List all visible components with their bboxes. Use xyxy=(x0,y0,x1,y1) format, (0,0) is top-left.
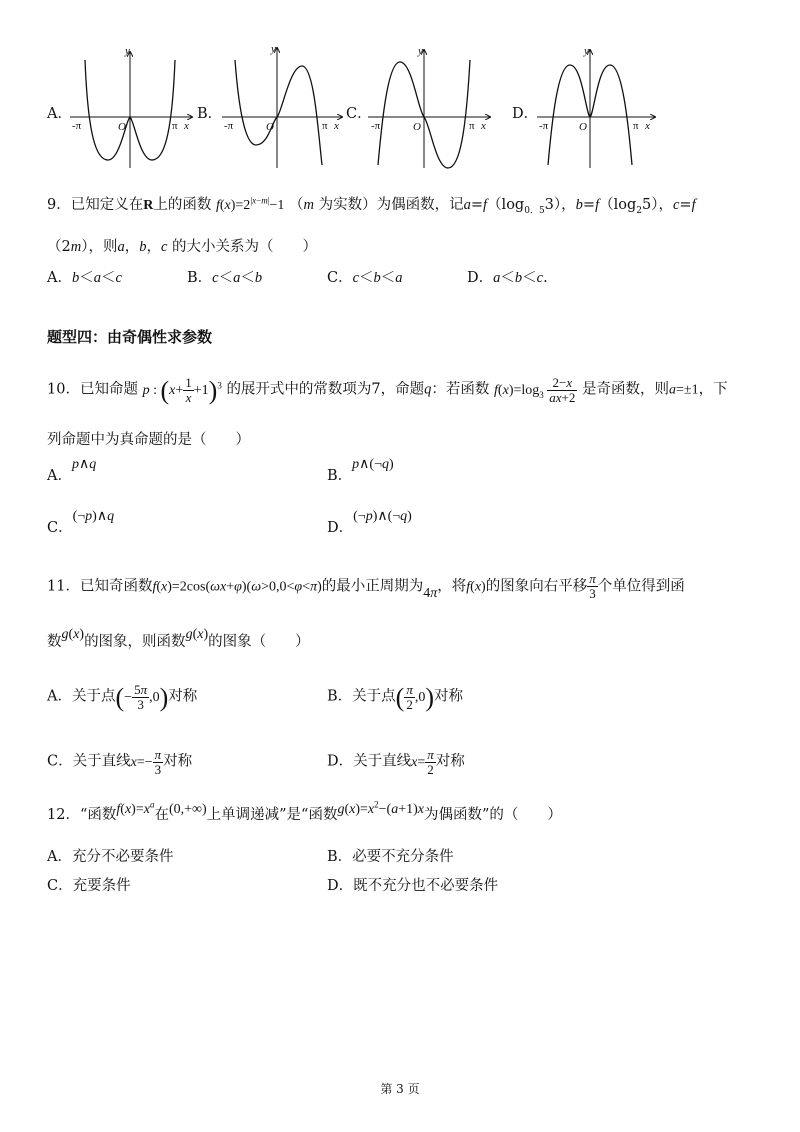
q10-line2: 列命题中为真命题的是（ ） xyxy=(47,432,250,448)
q9-line2: （2m），则a，b，c 的大小关系为（ ） xyxy=(47,239,318,255)
graph-a-x: x xyxy=(184,120,189,132)
q9-line2b: ），则 xyxy=(81,239,118,255)
q9-text5: （log xyxy=(487,197,525,213)
q10-number: 10． xyxy=(47,381,80,398)
q9-option-c: C．c＜b＜a xyxy=(327,270,403,286)
q11-number: 11． xyxy=(47,578,80,595)
graph-b-pi: π xyxy=(322,120,328,132)
q9-text6: 3）， xyxy=(544,197,576,213)
graph-b-y: y xyxy=(271,43,276,55)
q11-text4: 的图象向右平移 xyxy=(485,578,588,595)
graph-d-origin: O xyxy=(579,121,587,133)
graph-b-origin: O xyxy=(266,121,274,133)
q9-text2: 上的函数 xyxy=(153,197,212,213)
q9-text8: 5）， xyxy=(641,197,673,213)
q9-text3: （ xyxy=(289,197,304,213)
q9-number: 9． xyxy=(47,197,71,213)
q10-f-expr: $f(x)=\log_3$ $\frac{2-x}{ax+2}$ xyxy=(494,375,576,405)
q9-line2c: 的大小关系为（ ） xyxy=(172,239,318,255)
q10-text1: 已知命题 xyxy=(79,381,138,398)
graph-c-pi: π xyxy=(469,120,475,132)
q10-p-expr: p : (x+ $\frac{1}{x}$ +1)$^3$ xyxy=(142,375,222,405)
q10-option-c: C．(¬p)∧q xyxy=(47,509,115,536)
q12-option-d: D．既不充分也不必要条件 xyxy=(327,878,499,894)
graph-c xyxy=(368,50,490,168)
q11-line1: 11．已知奇函数f(x)=2cos(ωx+φ)(ω>0,0<φ<π)的最小正周期为4π，将f(x)的图象向右平移 $\frac{\pi}{3}$ 个单位得到函 xyxy=(47,571,685,601)
graph-d-pi: π xyxy=(633,120,639,132)
q9-text7: （log xyxy=(599,197,637,213)
option-c-label: C． xyxy=(346,106,372,122)
q12-option-a: A．充分不必要条件 xyxy=(47,849,174,865)
q11-text1: 已知奇函数 xyxy=(79,578,153,595)
page-footer: 第 3 页 xyxy=(380,1082,420,1096)
section-heading: 题型四：由奇偶性求参数 xyxy=(47,328,213,346)
q9-option-d: D．a＜b＜c. xyxy=(467,270,548,286)
q11-option-c: C．关于直线x=− $\frac{\pi}{3}$ 对称 xyxy=(47,747,193,777)
q9-option-a: A．b＜a＜c xyxy=(47,270,122,286)
graph-c-y: y xyxy=(418,45,423,57)
q12-option-c: C．充要条件 xyxy=(47,878,131,894)
graph-a-negpi: -π xyxy=(72,120,82,132)
q9-text4: 为实数）为偶函数，记 xyxy=(318,197,464,213)
q10-option-b: B．p∧(¬q) xyxy=(327,457,394,484)
q9-function: $f(x)=2^{|x-m|}-1$ xyxy=(215,195,285,213)
graph-b xyxy=(222,48,342,168)
q9-option-b: B．c＜a＜b xyxy=(187,270,263,286)
graph-a-pi: π xyxy=(172,120,178,132)
q9-line2a: （2 xyxy=(47,239,71,255)
q9-R: R xyxy=(143,198,154,213)
q10-option-a: A．p∧q xyxy=(47,457,97,484)
q9-text: 已知定义在 xyxy=(70,197,144,213)
q10-line1: 10．已知命题 p : (x+ $\frac{1}{x}$ +1)$^3$ 的展开式中的常数项为7，命题q：若函数 $f(x)=\log_3$ $\frac{2-x}{ax+2}$ 是奇函数，则a=±1，下 xyxy=(47,375,728,405)
q11-option-d: D．关于直线x= $\frac{\pi}{2}$ 对称 xyxy=(327,747,465,777)
graph-a-y: y xyxy=(125,45,130,57)
q11-option-b: B．关于点( $\frac{\pi}{2}$ ,0)对称 xyxy=(327,682,464,712)
graph-c-origin: O xyxy=(413,121,421,133)
option-b-label: B． xyxy=(197,106,223,122)
q11-text2: 的最小正周期为 xyxy=(321,578,424,595)
graph-options xyxy=(0,40,800,170)
option-a-label: A． xyxy=(47,106,72,122)
graph-b-negpi: -π xyxy=(224,120,234,132)
graph-d-x: x xyxy=(645,120,650,132)
graph-d-y: y xyxy=(584,45,589,57)
q12-number: 12． xyxy=(47,807,80,823)
graph-c-x: x xyxy=(481,120,486,132)
q12-option-b: B．必要不充分条件 xyxy=(327,849,454,865)
q10-text4: 是奇函数，则 xyxy=(582,381,669,398)
q10-text5: ，下 xyxy=(698,381,728,398)
graph-c-negpi: -π xyxy=(371,120,381,132)
q12-line1: 12．“函数$f(x)=x^a$在(0,+∞)上单调递减”是“函数$g(x)=x^2-(a+1)x$为偶函数”的（ ） xyxy=(47,799,562,823)
graph-a xyxy=(70,52,192,168)
q10-text2: 的展开式中的常数项为7，命题 xyxy=(226,381,425,398)
q9-line1: 9．已知定义在R上的函数 $f(x)=2^{|x-m|}-1$ （m 为实数）为偶函数，记$a=f(\log_{0.5}3)$，$b=f(\log_25)$，c=f xyxy=(47,195,696,216)
q11-text5: 个单位得到函 xyxy=(597,578,685,595)
q10-option-d: D．(¬p)∧(¬q) xyxy=(327,509,412,536)
q11-option-a: A．关于点(− $\frac{5\pi}{3}$ ,0)对称 xyxy=(47,682,198,712)
q11-line2: 数g(x)的图象，则函数g(x)的图象（ ） xyxy=(47,627,310,650)
graph-a-origin: O xyxy=(118,121,126,133)
q11-text3: ，将 xyxy=(437,578,467,595)
q10-text3: ：若函数 xyxy=(431,381,490,398)
graph-d-negpi: -π xyxy=(539,120,549,132)
graph-b-x: x xyxy=(334,120,339,132)
graph-d xyxy=(537,50,655,168)
option-d-label: D． xyxy=(512,106,539,122)
